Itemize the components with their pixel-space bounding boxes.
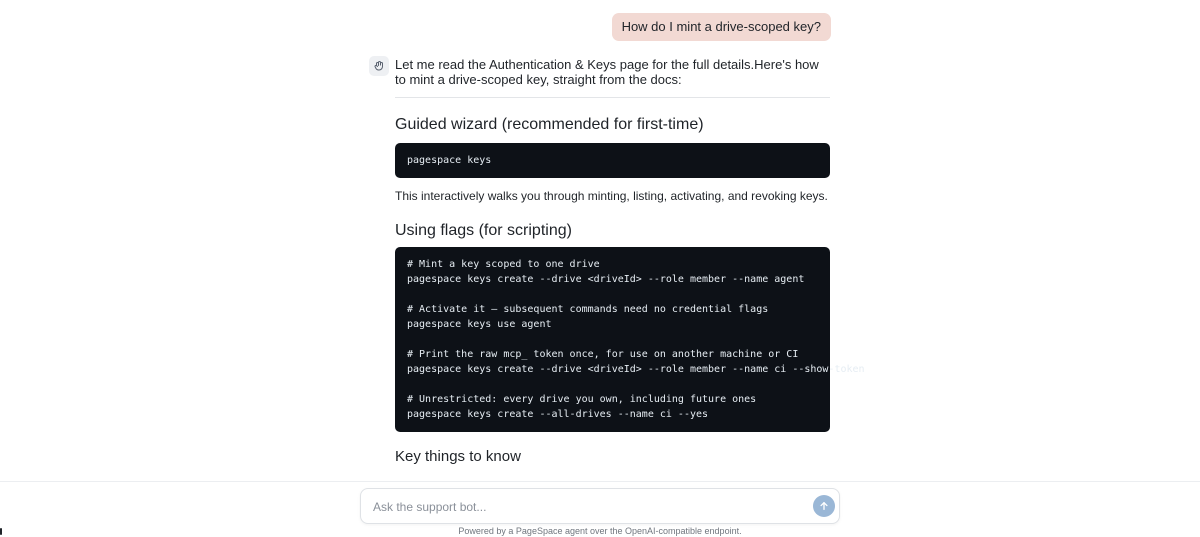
support-bot-input[interactable] [371, 489, 805, 525]
code-line [407, 287, 818, 302]
bot-intro-text: Let me read the Authentication & Keys page for the full details.Here's how to mint a drive-scoped key, straight from the docs: [395, 57, 819, 87]
bot-answer [395, 55, 865, 509]
heading-guided-wizard: Guided wizard (recommended for first-time) [395, 116, 704, 133]
code-line: # Unrestricted: every drive you own, including future ones [407, 394, 757, 405]
code-block-wizard[interactable] [395, 143, 830, 178]
powered-by-note: Powered by a PageSpace agent over the OpenAI-compatible endpoint. [458, 526, 742, 536]
code-line: pagespace keys create --drive <driveId> --role member --name ci --show-token [407, 364, 865, 375]
edge-mark [0, 528, 2, 535]
bot-hand-icon [373, 60, 385, 72]
code-block-flags[interactable] [395, 247, 865, 432]
code-line [407, 377, 818, 392]
code-line: pagespace keys [407, 155, 492, 166]
code-line: pagespace keys use agent [407, 319, 552, 330]
code-line: # Mint a key scoped to one drive [407, 259, 600, 270]
heading-key-things: Key things to know [395, 448, 521, 465]
user-message-bubble: How do I mint a drive-scoped key? [612, 13, 831, 41]
wizard-description: This interactively walks you through minting, listing, activating, and revoking keys. [395, 189, 828, 203]
code-line [407, 332, 818, 347]
arrow-up-icon [819, 501, 829, 511]
heading-using-flags: Using flags (for scripting) [395, 222, 572, 239]
bot-avatar [369, 56, 389, 76]
divider [395, 97, 830, 98]
code-line: pagespace keys create --all-drives --name ci --yes [407, 409, 709, 420]
code-line: # Activate it — subsequent commands need no credential flags [407, 304, 769, 315]
send-button[interactable] [813, 495, 835, 517]
code-line: pagespace keys create --drive <driveId> --role member --name agent [407, 274, 805, 285]
code-line: # Print the raw mcp_ token once, for use on another machine or CI [407, 349, 799, 360]
composer [360, 488, 840, 524]
